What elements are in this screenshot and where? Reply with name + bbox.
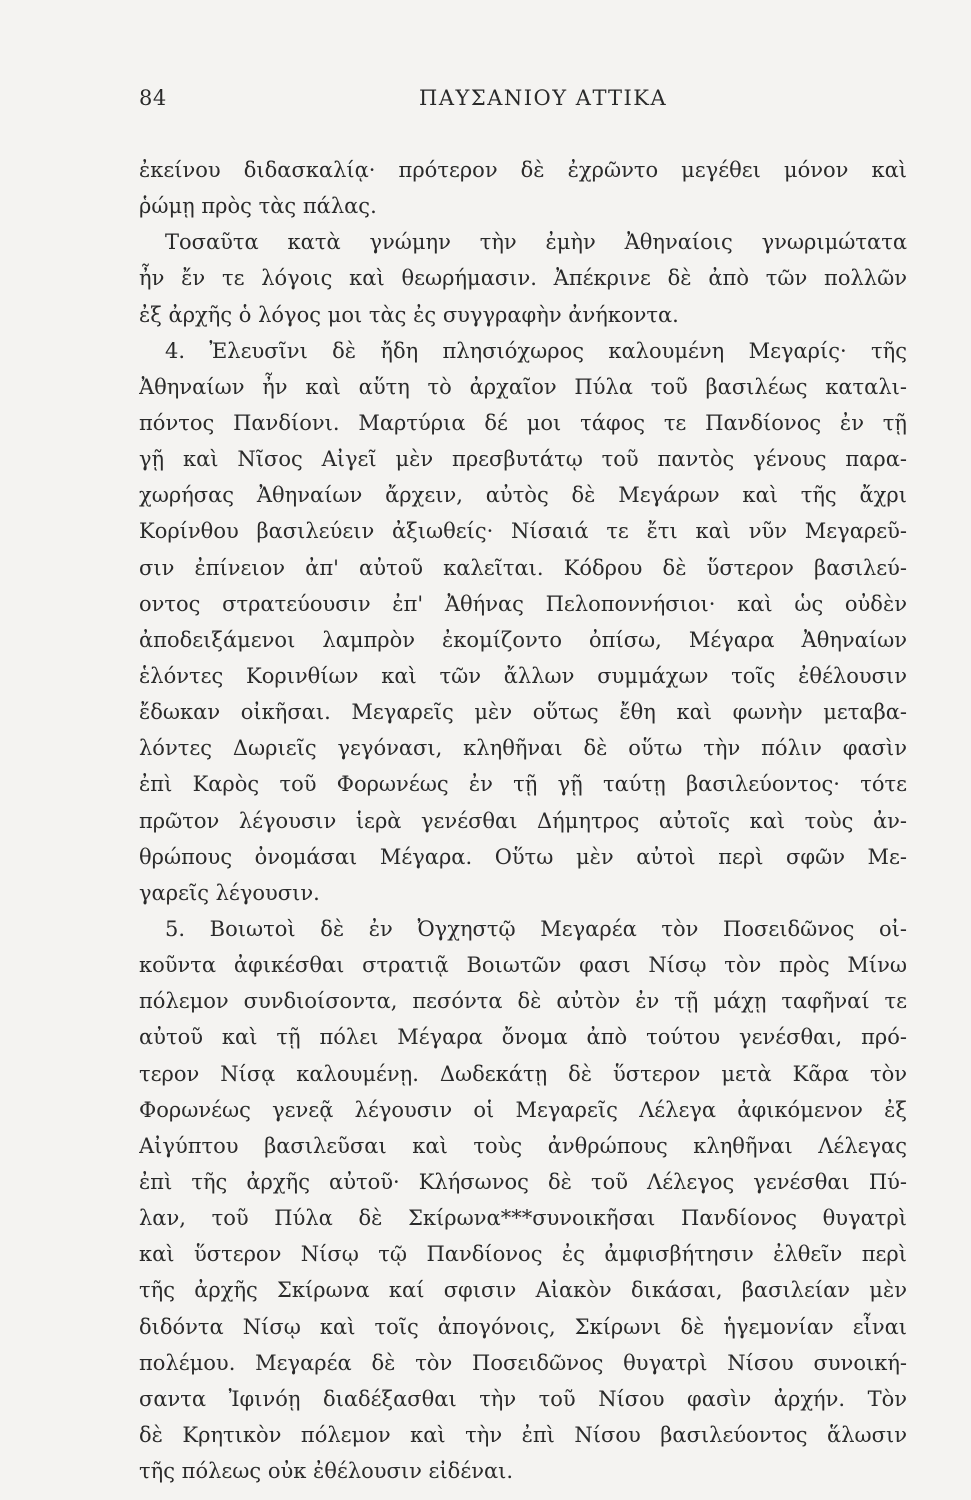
text-line: σαντα Ἰφινόῃ διαδέξασθαι τὴν τοῦ Νίσου φασὶν ἀρχήν. Τὸν xyxy=(139,1386,907,1411)
body-text xyxy=(139,152,907,1489)
text-line: ἀποδειξάμενοι λαμπρὸν ἐκομίζοντο ὀπίσω, Μέγαρα Ἀθηναίων xyxy=(139,627,907,652)
text-line: οντος στρατεύουσιν ἐπ' Ἀθήνας Πελοποννήσιοι· καὶ ὡς οὐδὲν xyxy=(139,591,907,616)
text-line: πόλεμον συνδιοίσοντα, πεσόντα δὲ αὐτὸν ἐν τῇ μάχῃ ταφῆναί τε xyxy=(139,989,907,1014)
text-line: γαρεῖς λέγουσιν. xyxy=(139,880,320,905)
text-line: Τοσαῦτα κατὰ γνώμην τὴν ἐμὴν Ἀθηναίοις γνωριμώτατα xyxy=(165,230,907,255)
text-line: θρώπους ὀνομάσαι Μέγαρα. Οὕτω μὲν αὐτοὶ περὶ σφῶν Με- xyxy=(139,844,907,869)
text-line: καὶ ὕστερον Νίσῳ τῷ Πανδίονος ἐς ἀμφισβήτησιν ἐλθεῖν περὶ xyxy=(139,1242,907,1267)
text-line: ἔδωκαν οἰκῆσαι. Μεγαρεῖς μὲν οὕτως ἔθη καὶ φωνὴν μεταβα- xyxy=(139,700,907,725)
text-line: ἐπὶ Καρὸς τοῦ Φορωνέως ἐν τῇ γῇ ταύτῃ βασιλεύοντος· τότε xyxy=(139,772,907,797)
text-line: τερον Νίσᾳ καλουμένῃ. Δωδεκάτῃ δὲ ὕστερον μετὰ Κᾶρα τὸν xyxy=(139,1061,907,1086)
text-line: πολέμου. Μεγαρέα δὲ τὸν Ποσειδῶνος θυγατρὶ Νίσου συνοική- xyxy=(139,1350,907,1375)
text-line: αὐτοῦ καὶ τῇ πόλει Μέγαρα ὄνομα ἀπὸ τούτου γενέσθαι, πρό- xyxy=(139,1025,907,1050)
text-line: 4. Ἐλευσῖνι δὲ ἤδη πλησιόχωρος καλουμένη Μεγαρίς· τῆς xyxy=(165,338,907,363)
text-line: ἐξ ἀρχῆς ὁ λόγος μοι τὰς ἐς συγγραφὴν ἀνήκοντα. xyxy=(139,302,679,327)
text-line: Φορωνέως γενεᾷ λέγουσιν οἱ Μεγαρεῖς Λέλεγα ἀφικόμενον ἐξ xyxy=(139,1097,907,1122)
text-line: τῆς ἀρχῆς Σκίρωνα καί σφισιν Αἰακὸν δικάσαι, βασιλείαν μὲν xyxy=(139,1278,907,1303)
text-line: 5. Βοιωτοὶ δὲ ἐν Ὀγχηστῷ Μεγαρέα τὸν Ποσειδῶνος οἰ- xyxy=(165,916,907,941)
text-line: τῆς πόλεως οὐκ ἐθέλουσιν εἰδέναι. xyxy=(139,1459,514,1484)
text-line: σιν ἐπίνειον ἀπ' αὐτοῦ καλεῖται. Κόδρου δὲ ὕστερον βασιλεύ- xyxy=(139,555,907,580)
text-line: πόντος Πανδίονι. Μαρτύρια δέ μοι τάφος τε Πανδίονος ἐν τῇ xyxy=(139,410,907,435)
text-line: κοῦντα ἀφικέσθαι στρατιᾷ Βοιωτῶν φασι Νίσῳ τὸν πρὸς Μίνω xyxy=(139,953,907,978)
text-line: ἐκείνου διδασκαλίᾳ· πρότερον δὲ ἐχρῶντο μεγέθει μόνον καὶ xyxy=(139,158,907,182)
text-line: λαν, τοῦ Πύλα δὲ Σκίρωνα***συνοικῆσαι Πανδίονος θυγατρὶ xyxy=(139,1206,907,1231)
text-line: λόντες Δωριεῖς γεγόνασι, κληθῆναι δὲ οὕτω τὴν πόλιν φασὶν xyxy=(139,736,907,761)
text-line: χωρήσας Ἀθηναίων ἄρχειν, αὐτὸς δὲ Μεγάρων καὶ τῆς ἄχρι xyxy=(139,483,907,508)
text-line: Αἰγύπτου βασιλεῦσαι καὶ τοὺς ἀνθρώπους κληθῆναι Λέλεγας xyxy=(139,1133,907,1158)
text-line: ἦν ἔν τε λόγοις καὶ θεωρήμασιν. Ἀπέκρινε δὲ ἀπὸ τῶν πολλῶν xyxy=(139,266,907,291)
text-line: ἑλόντες Κορινθίων καὶ τῶν ἄλλων συμμάχων τοῖς ἐθέλουσιν xyxy=(139,663,907,688)
text-line: Ἀθηναίων ἦν καὶ αὕτη τὸ ἀρχαῖον Πύλα τοῦ βασιλέως καταλι- xyxy=(139,374,907,399)
running-title: ΠΑΥΣΑΝΙΟΥ ΑΤΤΙΚΑ xyxy=(419,86,668,110)
text-line: διδόντα Νίσῳ καὶ τοῖς ἀπογόνοις, Σκίρωνι δὲ ἡγεμονίαν εἶναι xyxy=(139,1314,907,1339)
text-line: πρῶτον λέγουσιν ἱερὰ γενέσθαι Δήμητρος αὐτοῖς καὶ τοὺς ἀν- xyxy=(139,808,907,833)
text-line: δὲ Κρητικὸν πόλεμον καὶ τὴν ἐπὶ Νίσου βασιλεύοντος ἅλωσιν xyxy=(139,1422,907,1447)
text-line: γῇ καὶ Νῖσος Αἰγεῖ μὲν πρεσβυτάτῳ τοῦ παντὸς γένους παρα- xyxy=(139,447,907,472)
text-line: Κορίνθου βασιλεύειν ἀξιωθείς· Νίσαιά τε ἔτι καὶ νῦν Μεγαρεῦ- xyxy=(139,519,907,544)
text-line: ῥώμῃ πρὸς τὰς πάλας. xyxy=(139,194,377,219)
page-header xyxy=(139,86,839,122)
page-number: 84 xyxy=(139,86,167,110)
text-line: ἐπὶ τῆς ἀρχῆς αὐτοῦ· Κλήσωνος δὲ τοῦ Λέλεγος γενέσθαι Πύ- xyxy=(139,1169,907,1194)
